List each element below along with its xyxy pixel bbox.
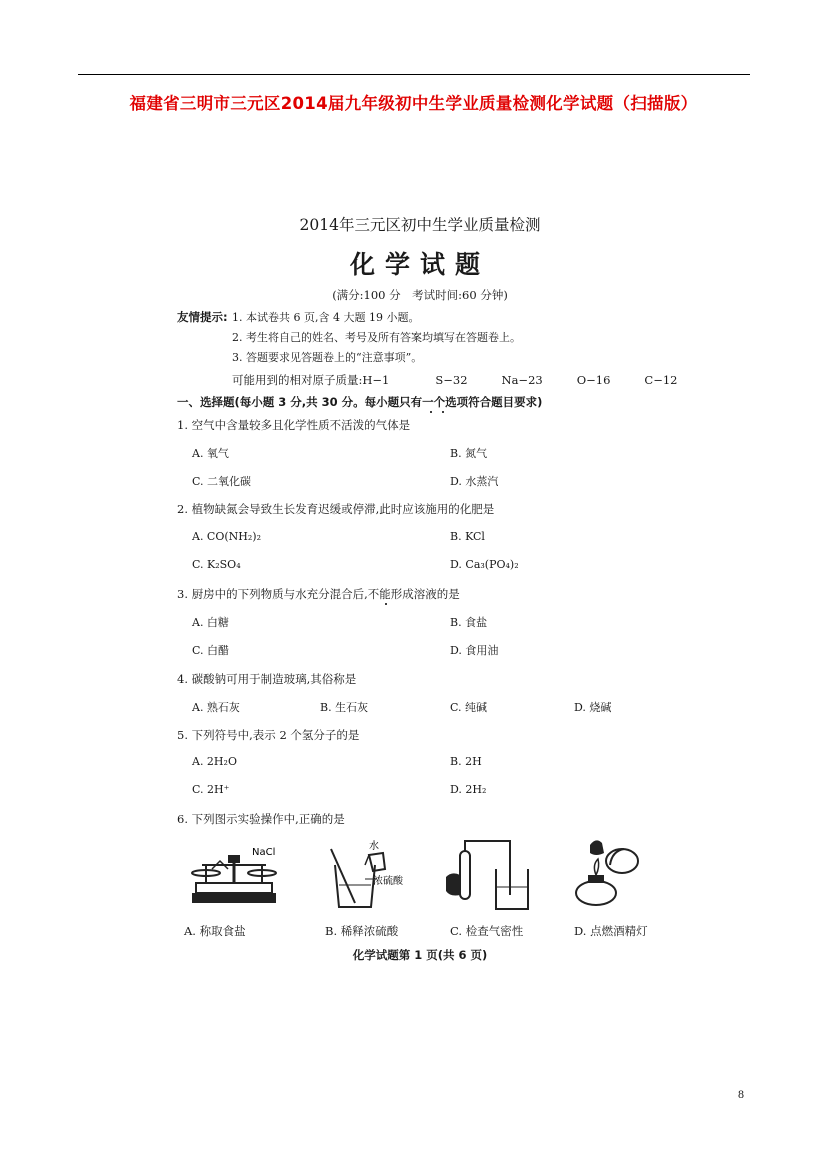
q2-option-b: B. KCl: [450, 530, 485, 543]
q3-option-d: D. 食用油: [450, 644, 499, 657]
tip-1: 1. 本试卷共 6 页,含 4 大题 19 小题。: [232, 311, 420, 324]
q5-option-d: D. 2H₂: [450, 783, 487, 796]
q3-option-b: B. 食盐: [450, 616, 488, 629]
airtightness-figure: [442, 835, 532, 913]
atomic-mass-c: C−12: [644, 373, 678, 387]
question-5-stem: 5. 下列符号中,表示 2 个氢分子的是: [177, 728, 360, 742]
q4-option-a: A. 熟石灰: [192, 701, 240, 714]
q3-option-c: C. 白醋: [192, 644, 230, 657]
q1-option-b: B. 氮气: [450, 447, 488, 460]
tips-label: 友情提示:: [177, 310, 228, 324]
q4-option-c: C. 纯碱: [450, 701, 488, 714]
exam-subject-title: 化学试题: [349, 250, 490, 279]
atomic-mass-h: H−1: [362, 373, 390, 387]
emphasis-dot: [430, 411, 432, 413]
atomic-mass-label: 可能用到的相对原子质量:: [232, 373, 363, 387]
atomic-mass-o: O−16: [576, 373, 611, 387]
question-1-stem: 1. 空气中含量较多且化学性质不活泼的气体是: [177, 418, 411, 432]
question-4-stem: 4. 碳酸钠可用于制造玻璃,其俗称是: [177, 672, 357, 686]
emphasis-dot: [385, 603, 387, 605]
document-title: 福建省三明市三元区2014届九年级初中生学业质量检测化学试题（扫描版）: [129, 94, 698, 113]
atomic-mass-na: Na−23: [501, 373, 543, 387]
conc-acid-label: 浓硫酸: [373, 876, 403, 887]
q4-option-d: D. 烧碱: [574, 701, 612, 714]
tip-2: 2. 考生将自己的姓名、考号及所有答案均填写在答题卷上。: [232, 331, 521, 344]
q6-option-b: B. 稀释浓硫酸: [325, 924, 399, 938]
exam-page-footer: 化学试题第 1 页(共 6 页): [352, 948, 488, 962]
q1-option-c: C. 二氧化碳: [192, 475, 252, 488]
section-title: 一、选择题(每小题 3 分,共 30 分。每小题只有一个选项符合题目要求): [177, 395, 543, 409]
question-2-stem: 2. 植物缺氮会导致生长发育迟缓或停滞,此时应该施用的化肥是: [177, 502, 495, 516]
balance-scale-figure: [188, 843, 280, 909]
atomic-mass-s: S−32: [435, 373, 468, 387]
q6-option-a: A. 称取食盐: [184, 924, 246, 938]
exam-heading: 2014年三元区初中生学业质量检测: [299, 216, 541, 234]
atomic-mass-line: [232, 372, 678, 388]
tip-3: 3. 答题要求见答题卷上的“注意事项”。: [232, 351, 423, 364]
alcohol-lamp-figure: [570, 835, 650, 911]
q1-option-a: A. 氧气: [192, 447, 229, 460]
page-number: 8: [738, 1087, 744, 1101]
q6-option-d: D. 点燃酒精灯: [574, 924, 648, 938]
water-label: 水: [369, 841, 379, 852]
q3-option-a: A. 白糖: [192, 616, 229, 629]
q2-option-d: D. Ca₃(PO₄)₂: [450, 558, 519, 571]
q5-option-c: C. 2H⁺: [192, 783, 230, 796]
question-6-stem: 6. 下列图示实验操作中,正确的是: [177, 812, 345, 826]
nacl-label: NaCl: [252, 847, 276, 858]
q1-option-d: D. 水蒸汽: [450, 475, 499, 488]
dilute-acid-figure: [325, 835, 417, 911]
q4-option-b: B. 生石灰: [320, 701, 369, 714]
question-3-stem: 3. 厨房中的下列物质与水充分混合后,不能形成溶液的是: [177, 587, 460, 601]
q2-option-a: A. CO(NH₂)₂: [192, 530, 261, 543]
q2-option-c: C. K₂SO₄: [192, 558, 241, 571]
q5-option-a: A. 2H₂O: [192, 755, 237, 768]
emphasis-dot: [442, 411, 444, 413]
scanned-exam-page: [160, 205, 680, 965]
q6-option-c: C. 检查气密性: [450, 924, 524, 938]
exam-meta: (满分:100 分 考试时间:60 分钟): [332, 288, 508, 302]
header-rule: [78, 74, 750, 75]
q5-option-b: B. 2H: [450, 755, 482, 768]
